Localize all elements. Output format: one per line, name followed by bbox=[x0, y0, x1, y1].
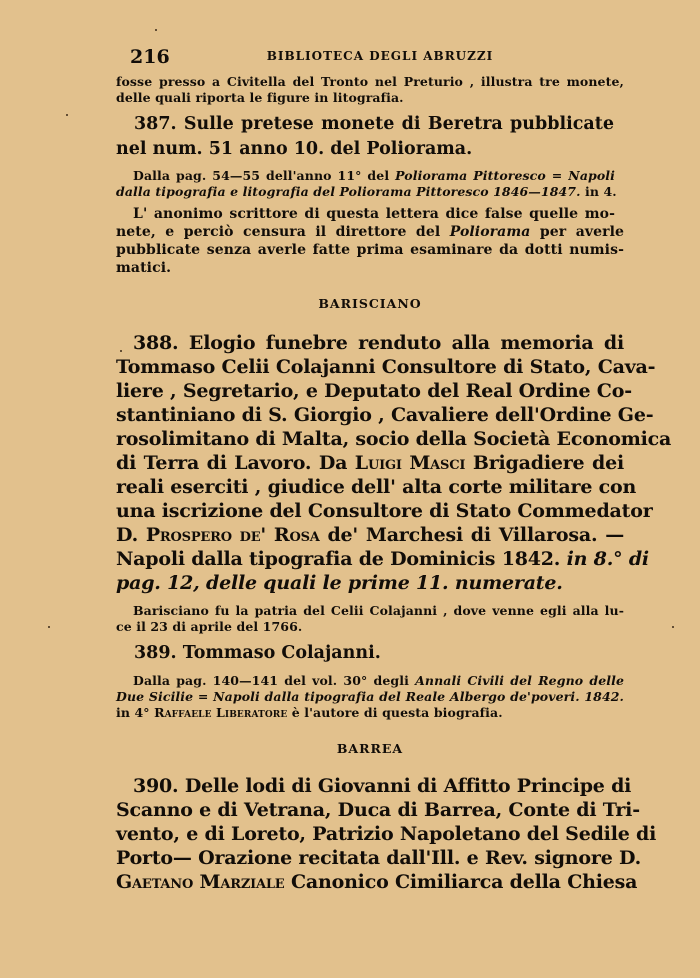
entry-388-title bbox=[116, 452, 624, 474]
entry-388-title bbox=[116, 524, 624, 546]
title-text: di Terra di Lavoro. Da bbox=[116, 452, 355, 474]
source-italic: Annali Civili del Regno delle bbox=[415, 673, 624, 688]
scan-speck bbox=[120, 350, 122, 352]
format-italic: in 8.° di bbox=[566, 548, 649, 570]
scan-speck bbox=[672, 626, 674, 628]
scan-speck bbox=[48, 626, 50, 628]
title-text: de' Marchesi di Villarosa. — bbox=[319, 524, 624, 546]
entry-390-title: Scanno e di Vetrana, Duca di Barrea, Conte di Tri- bbox=[116, 799, 640, 821]
source-italic: dalla tipografia e litografia del Poliorama Pittoresco 1846—1847. bbox=[116, 184, 581, 199]
author-name: Gaetano Marziale bbox=[116, 871, 285, 893]
entry-390-title: Porto— Orazione recitata dall'Ill. e Rev. signore D. bbox=[116, 847, 642, 869]
entry-389-source bbox=[116, 705, 624, 720]
entry-387-source bbox=[133, 168, 615, 183]
format-italic: pag. 12, delle quali le prime 11. numerate. bbox=[116, 572, 563, 594]
entry-387-title: nel num. 51 anno 10. del Poliorama. bbox=[116, 139, 473, 159]
entry-388-title: Tommaso Celii Colajanni Consultore di Stato, Cava- bbox=[116, 356, 656, 378]
entry-387-title: 387. Sulle pretese monete di Beretra pubblicate bbox=[134, 114, 614, 134]
entry-390-title: 390. Delle lodi di Giovanni di Affitto Principe di bbox=[133, 775, 632, 797]
entry-387-note: L' anonimo scrittore di questa lettera dice false quelle mo- bbox=[133, 206, 615, 222]
entry-387-note bbox=[116, 224, 624, 240]
entry-388-title bbox=[116, 572, 624, 594]
source-text: Dalla pag. 140—141 del vol. 30° degli bbox=[133, 673, 416, 688]
section-heading-barrea: BARREA bbox=[336, 741, 404, 756]
entry-389-source bbox=[133, 673, 624, 688]
title-text: Napoli dalla tipografia de Dominicis 1842. bbox=[116, 548, 567, 570]
entry-390-title bbox=[116, 871, 638, 893]
entry-387-note: pubblicate senza averle fatte prima esaminare da dotti numis- bbox=[116, 242, 624, 258]
entry-388-title: stantiniano di S. Giorgio , Cavaliere dell'Ordine Ge- bbox=[116, 404, 654, 426]
note-text: per averle bbox=[530, 224, 625, 240]
source-text: in 4° bbox=[116, 705, 155, 720]
source-italic: Poliorama Pittoresco = Napoli bbox=[395, 168, 615, 183]
continuation-line: fosse presso a Civitella del Tronto nel Preturio , illustra tre monete, bbox=[116, 74, 624, 89]
author-name: Luigi Masci bbox=[354, 452, 466, 474]
entry-390-title: vento, e di Loreto, Patrizio Napoletano del Sedile di bbox=[116, 823, 657, 845]
author-name: Raffaele Liberatore bbox=[154, 705, 288, 720]
title-text: Brigadiere dei bbox=[465, 452, 624, 474]
entry-388-note: ce il 23 di aprile del 1766. bbox=[116, 619, 303, 634]
section-heading-barisciano: BARISCIANO bbox=[318, 296, 422, 311]
entry-388-note: Barisciano fu la patria del Celii Colajanni , dove venne egli alla lu- bbox=[133, 603, 624, 618]
title-text: Canonico Cimiliarca della Chiesa bbox=[284, 871, 638, 893]
scan-speck bbox=[66, 114, 68, 116]
scan-speck bbox=[155, 29, 157, 31]
entry-387-source bbox=[116, 184, 624, 199]
author-name: Prospero de' Rosa bbox=[145, 524, 320, 546]
entry-389-title: 389. Tommaso Colajanni. bbox=[134, 643, 381, 663]
entry-388-title: reali eserciti , giudice dell' alta corte militare con bbox=[116, 476, 637, 498]
note-italic: Poliorama bbox=[449, 224, 531, 240]
entry-388-title: una iscrizione del Consultore di Stato Commedator bbox=[116, 500, 653, 522]
entry-388-title: liere , Segretario, e Deputato del Real Ordine Co- bbox=[116, 380, 632, 402]
source-text: in 4. bbox=[580, 184, 617, 199]
note-text: nete, e perciò censura il direttore del bbox=[116, 224, 450, 240]
entry-389-source bbox=[116, 689, 624, 704]
title-text: D. bbox=[116, 524, 146, 546]
source-italic: Due Sicilie = Napoli dalla tipografia del Reale Albergo de'poveri. 1842. bbox=[116, 689, 624, 704]
continuation-line: delle quali riporta le figure in litografia. bbox=[116, 90, 404, 105]
running-head: BIBLIOTECA DEGLI ABRUZZI bbox=[266, 49, 494, 63]
source-text: è l'autore di questa biografia. bbox=[287, 705, 503, 720]
source-text: Dalla pag. 54—55 dell'anno 11° del bbox=[133, 168, 396, 183]
page-number: 216 bbox=[130, 46, 170, 68]
entry-387-note: matici. bbox=[116, 260, 172, 276]
entry-388-title: rosolimitano di Malta, socio della Società Economica bbox=[116, 428, 672, 450]
entry-388-title: 388. Elogio funebre renduto alla memoria di bbox=[133, 332, 624, 354]
entry-388-title bbox=[116, 548, 649, 570]
